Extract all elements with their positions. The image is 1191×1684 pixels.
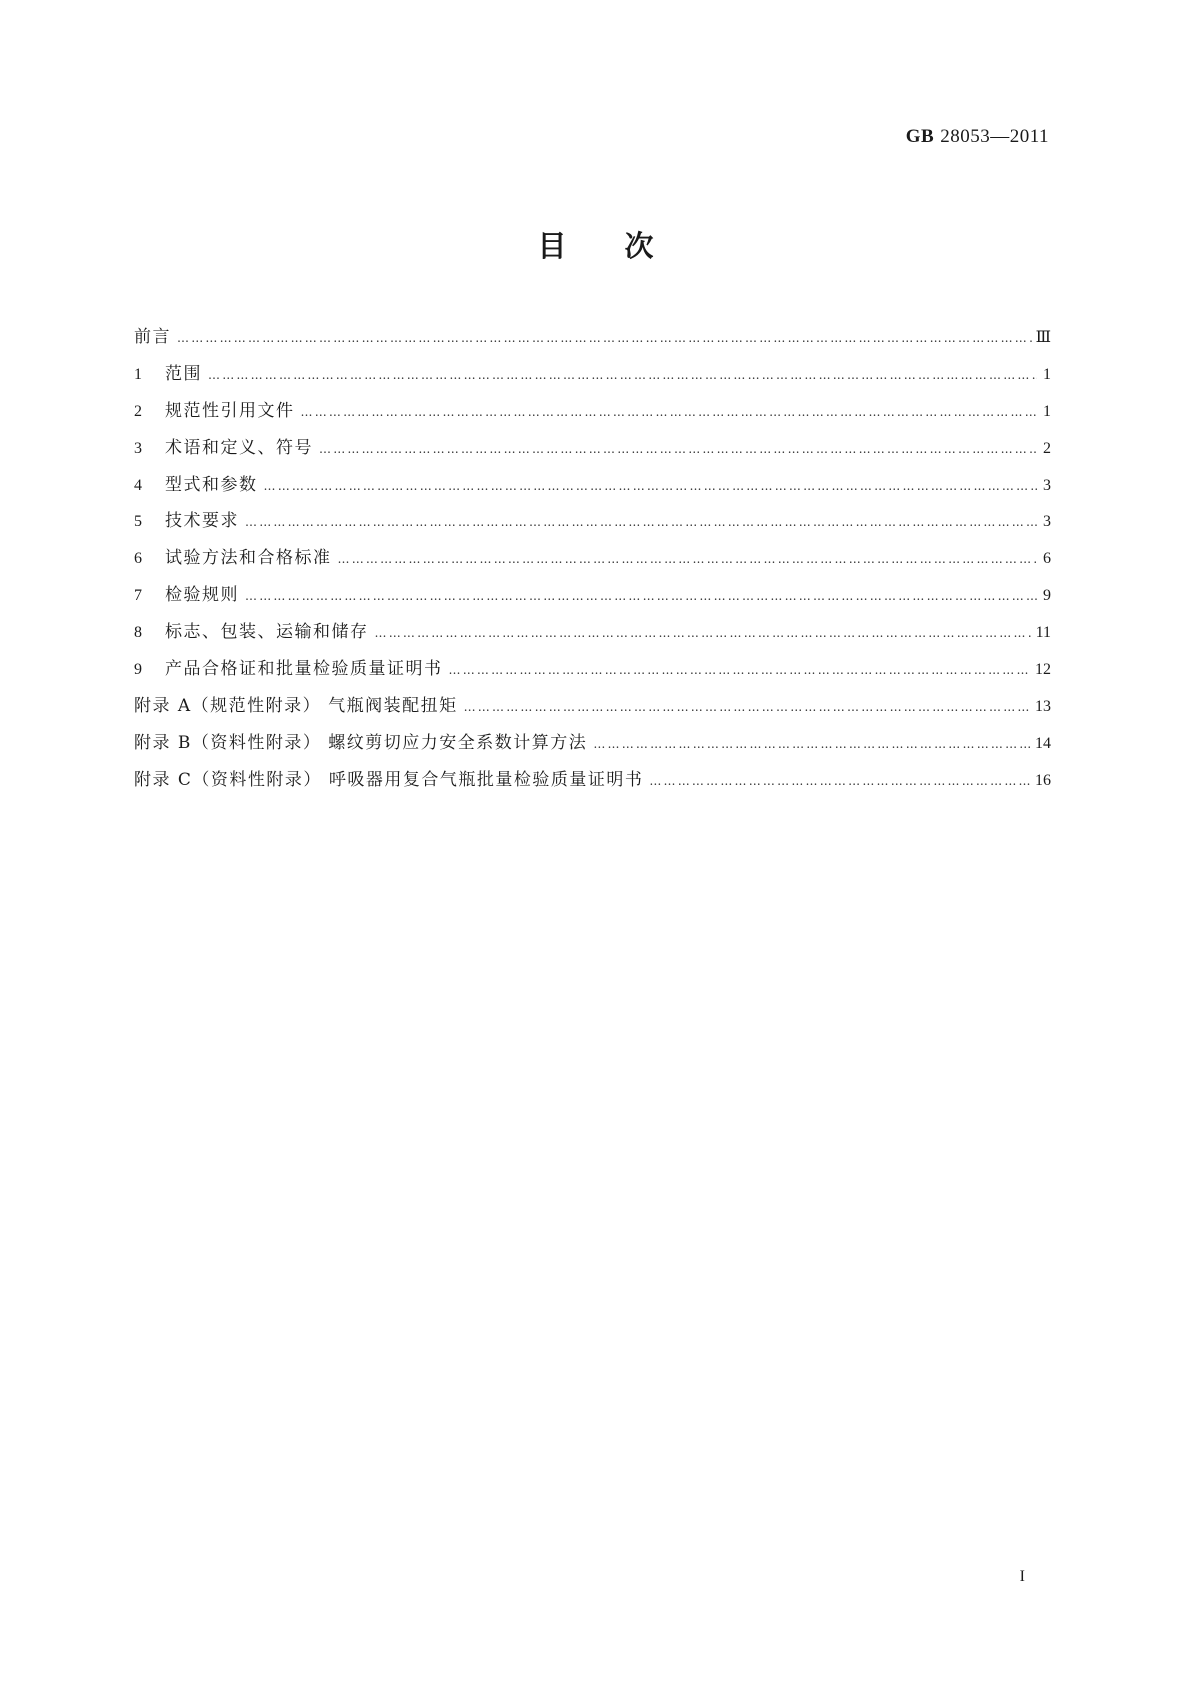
standard-code: [906, 126, 1049, 148]
table-of-contents: [134, 322, 1051, 802]
toc-entry-2[interactable]: [134, 396, 1051, 433]
dot-leader: [301, 405, 1038, 419]
toc-entry-label: 产品合格证和批量检验质量证明书: [165, 659, 443, 680]
dot-leader: [319, 442, 1037, 456]
toc-entry-page: 3: [1043, 513, 1051, 531]
standard-prefix: GB: [905, 126, 935, 147]
toc-entry-page: 13: [1035, 697, 1051, 715]
toc-entry-label: 附录 A（规范性附录） 气瓶阀装配扭矩: [134, 695, 458, 716]
toc-entry-6[interactable]: [134, 543, 1051, 580]
toc-entry-number: 1: [134, 365, 142, 383]
toc-entry-page: 14: [1035, 734, 1051, 752]
dot-leader: [464, 700, 1031, 714]
toc-entry-page: 12: [1035, 661, 1051, 679]
toc-entry-number: 6: [134, 550, 142, 568]
toc-entry-5[interactable]: [134, 506, 1051, 543]
toc-entry-number: 8: [134, 624, 142, 642]
toc-entry-label: 术语和定义、符号: [165, 437, 313, 458]
toc-entry-label: 型式和参数: [165, 474, 258, 495]
toc-entry-appendix-c[interactable]: [134, 765, 1051, 802]
toc-entry-label: 附录 C（资料性附录） 呼吸器用复合气瓶批量检验质量证明书: [134, 769, 644, 790]
dot-leader: [177, 331, 1032, 345]
toc-entry-appendix-b[interactable]: [134, 728, 1051, 765]
toc-entry-label: 规范性引用文件: [165, 400, 295, 421]
toc-entry-number: 2: [134, 402, 142, 420]
toc-entry-label: 检验规则: [165, 585, 239, 606]
toc-entry-page: 9: [1043, 587, 1051, 605]
toc-entry-3[interactable]: [134, 433, 1051, 470]
dot-leader: [449, 663, 1032, 677]
toc-entry-label: 技术要求: [165, 511, 239, 532]
toc-entry-label: 附录 B（资料性附录） 螺纹剪切应力安全系数计算方法: [134, 732, 588, 753]
toc-entry-label: 范围: [165, 363, 202, 384]
toc-entry-label: 试验方法和合格标准: [165, 548, 332, 569]
toc-entry-number: 5: [134, 513, 142, 531]
toc-entry-page: 11: [1035, 624, 1051, 642]
dot-leader: [245, 589, 1037, 603]
toc-entry-1[interactable]: [134, 359, 1051, 396]
dot-leader: [338, 552, 1038, 566]
toc-entry-page: 3: [1043, 476, 1051, 494]
dot-leader: [264, 479, 1038, 493]
toc-entry-4[interactable]: [134, 470, 1051, 507]
toc-entry-number: 3: [134, 439, 142, 457]
toc-entry-page: 1: [1043, 402, 1051, 420]
toc-entry-8[interactable]: [134, 617, 1051, 654]
toc-entry-page: 2: [1043, 439, 1051, 457]
dot-leader: [208, 368, 1037, 382]
dot-leader: [649, 774, 1031, 788]
toc-entry-label: 前言: [134, 327, 171, 347]
dot-leader: [593, 737, 1031, 751]
toc-entry-page: Ⅲ: [1035, 329, 1051, 346]
standard-number: 28053—2011: [940, 126, 1049, 147]
toc-entry-page: 1: [1043, 365, 1051, 383]
toc-title: 目次: [537, 229, 712, 263]
toc-entry-foreword[interactable]: [134, 322, 1051, 359]
dot-leader: [245, 515, 1037, 529]
toc-entry-9[interactable]: [134, 654, 1051, 691]
toc-entry-number: 9: [134, 661, 142, 679]
toc-entry-7[interactable]: [134, 580, 1051, 617]
toc-entry-number: 7: [134, 587, 142, 605]
toc-entry-page: 6: [1043, 550, 1051, 568]
dot-leader: [375, 626, 1032, 640]
toc-entry-label: 标志、包装、运输和储存: [165, 622, 369, 643]
page-number: I: [1019, 1568, 1025, 1585]
toc-entry-appendix-a[interactable]: [134, 691, 1051, 728]
toc-entry-page: 16: [1035, 771, 1051, 789]
toc-entry-number: 4: [134, 476, 142, 494]
